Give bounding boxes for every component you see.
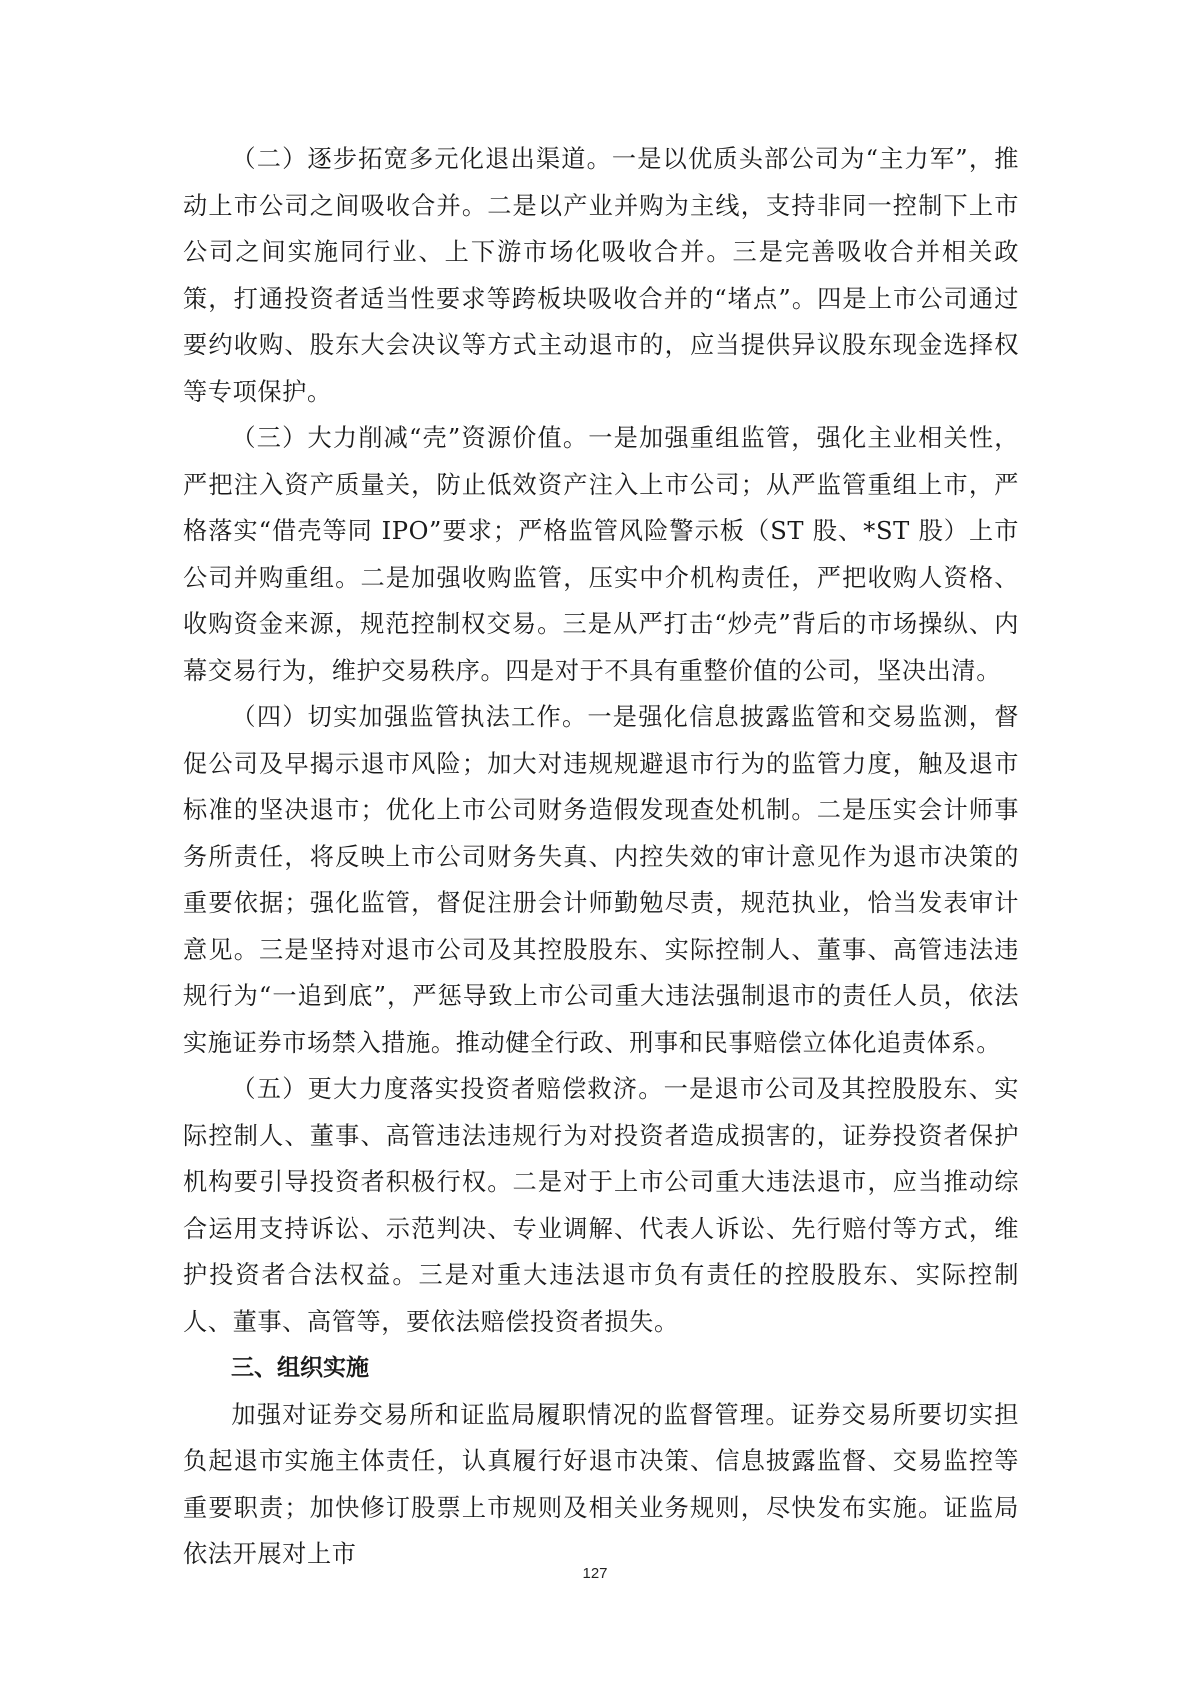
section-heading: 三、组织实施	[231, 1355, 369, 1381]
paragraph-organization-implementation: 加强对证券交易所和证监局履职情况的监督管理。证券交易所要切实担负起退市实施主体责任，认真履行好退市决策、信息披露监督、交易监控等重要职责；加快修订股票上市规则及相关业务规则，尽快发布实施。证监局依法开展对上市	[183, 1400, 1019, 1568]
page-number: 127	[582, 1565, 608, 1582]
paragraph-reduce-shell-value: （三）大力削减“壳”资源价值。一是加强重组监管，强化主业相关性，严把注入资产质量关，防止低效资产注入上市公司；从严监管重组上市，严格落实“借壳等同 IPO”要求；严格监管风险警示板（ST 股、*ST 股）上市公司并购重组。二是加强收购监管，压实中介机构责任，严把收购人资格、收购资金来源，规范控制权交易。三是从严打击“炒壳”背后的市场操纵、内幕交易行为，维护交易秩序。四是对于不具有重整价值的公司，坚决出清。	[183, 424, 1019, 685]
paragraph-strengthen-enforcement: （四）切实加强监管执法工作。一是强化信息披露监管和交易监测，督促公司及早揭示退市风险；加大对违规规避退市行为的监管力度，触及退市标准的坚决退市；优化上市公司财务造假发现查处机制。二是压实会计师事务所责任，将反映上市公司财务失真、内控失效的审计意见作为退市决策的重要依据；强化监管，督促注册会计师勤勉尽责，规范执业，恰当发表审计意见。三是坚持对退市公司及其控股股东、实际控制人、董事、高管违法违规行为“一追到底”，严惩导致上市公司重大违法强制退市的责任人员，依法实施证券市场禁入措施。推动健全行政、刑事和民事赔偿立体化追责体系。	[183, 703, 1019, 1057]
paragraph-diversified-exit-channels: （二）逐步拓宽多元化退出渠道。一是以优质头部公司为“主力军”，推动上市公司之间吸收合并。二是以产业并购为主线，支持非同一控制下上市公司之间实施同行业、上下游市场化吸收合并。三是完善吸收合并相关政策，打通投资者适当性要求等跨板块吸收合并的“堵点”。四是上市公司通过要约收购、股东大会决议等方式主动退市的，应当提供异议股东现金选择权等专项保护。	[183, 145, 1019, 406]
paragraph-investor-compensation: （五）更大力度落实投资者赔偿救济。一是退市公司及其控股股东、实际控制人、董事、高管违法违规行为对投资者造成损害的，证券投资者保护机构要引导投资者积极行权。二是对于上市公司重大违法退市，应当推动综合运用支持诉讼、示范判决、专业调解、代表人诉讼、先行赔付等方式，维护投资者合法权益。三是对重大违法退市负有责任的控股股东、实际控制人、董事、高管等，要依法赔偿投资者损失。	[183, 1075, 1019, 1336]
document-body	[183, 136, 1019, 1578]
